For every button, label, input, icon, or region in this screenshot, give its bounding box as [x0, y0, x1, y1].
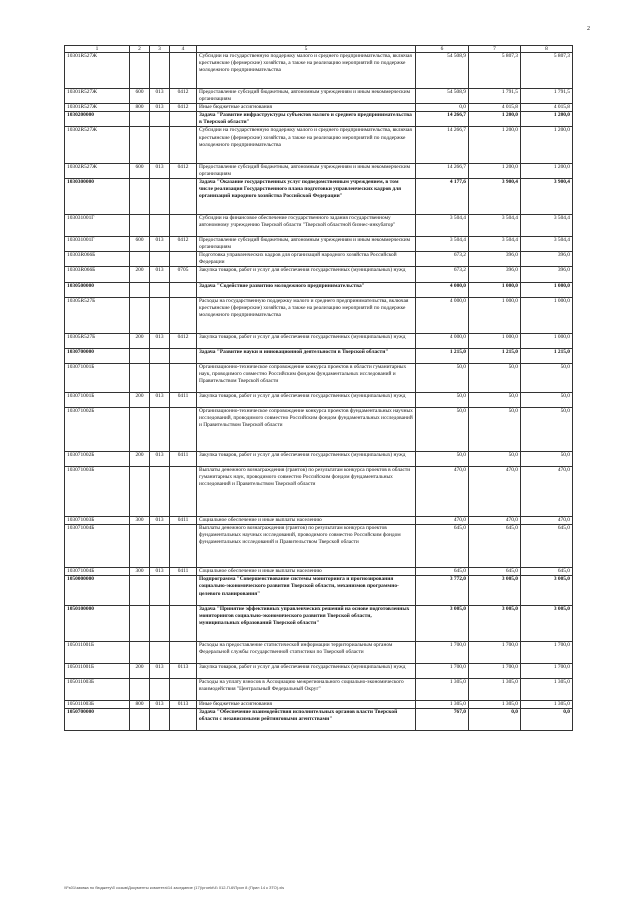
cell-rz: [170, 252, 197, 267]
cell-name: Организационно-техническое сопровождение конкурса проектов в области гуманитарных наук, проводимого совместно Российским фондом фундаментальных исследований и Правительством Тверской области: [197, 364, 416, 393]
cell-amount-1: 470,0: [416, 466, 469, 516]
cell-amount-2: 1 305,0: [469, 701, 521, 709]
table-row: [65, 267, 573, 282]
cell-rz: [170, 282, 197, 297]
cell-name: Закупка товаров, работ и услуг для обеспечения государственных (муниципальных) нужд: [197, 393, 416, 408]
cell-amount-2: 50,0: [469, 451, 521, 466]
cell-name: Задача "Принятие эффективных управленческих решений на основе подготовленных мониторингов социально-экономического развития Тверской области, муниципальных образований Тверской области": [197, 605, 416, 641]
cell-rz: [170, 679, 197, 701]
cell-kvr: 200: [130, 393, 150, 408]
cell-name: Выплаты денежного вознаграждения (грантов) по результатам конкурса проектов в области гуманитарных наук, проводимого совместно Российским фондом фундаментальных исследований и Правительством Тверской области: [197, 466, 416, 516]
cell-amount-2: 50,0: [469, 393, 521, 408]
cell-amount-2: 1 700,0: [469, 641, 521, 663]
cell-code: 1030700000: [65, 348, 130, 363]
table-row: [65, 701, 573, 709]
table-row: [65, 297, 573, 333]
cell-kvr: 800: [130, 701, 150, 709]
cell-amount-3: 470,0: [521, 466, 573, 516]
column-header: 7: [469, 46, 521, 53]
cell-amount-1: 50,0: [416, 364, 469, 393]
cell-code: 103071003Б: [65, 517, 130, 525]
cell-amount-2: 5 807,3: [469, 53, 521, 89]
cell-amount-2: 50,0: [469, 364, 521, 393]
cell-ved: [150, 127, 170, 163]
cell-code: 10303R066Б: [65, 267, 130, 282]
cell-ved: 013: [150, 701, 170, 709]
cell-amount-3: 3 900,4: [521, 178, 573, 214]
cell-ved: [150, 576, 170, 605]
cell-name: Предоставление субсидий бюджетным, автономным учреждениям и иным некоммерческим организациям: [197, 89, 416, 104]
cell-amount-1: 4 000,0: [416, 297, 469, 333]
table-row: [65, 127, 573, 163]
cell-name: Задача "Развитие науки и инновационной деятельности в Тверской области": [197, 348, 416, 363]
cell-rz: [170, 525, 197, 568]
cell-amount-1: 14 266,7: [416, 112, 469, 127]
cell-amount-3: 1 700,0: [521, 664, 573, 679]
table-row: [65, 348, 573, 363]
cell-amount-3: 1 200,0: [521, 112, 573, 127]
cell-amount-1: 50,0: [416, 393, 469, 408]
cell-amount-2: 1 305,0: [469, 679, 521, 701]
cell-ved: [150, 215, 170, 237]
cell-name: Подпрограмма "Совершенствование системы мониторинга и прогнозирования социально-экономического развития Тверской области, механизмов программно-целевого планирования": [197, 576, 416, 605]
cell-amount-1: 1 305,0: [416, 701, 469, 709]
column-header: 8: [521, 46, 573, 53]
cell-rz: 0113: [170, 701, 197, 709]
cell-amount-3: 4 015,8: [521, 104, 573, 112]
cell-amount-1: 50,0: [416, 451, 469, 466]
cell-kvr: 600: [130, 163, 150, 178]
cell-rz: [170, 466, 197, 516]
cell-amount-3: 1 200,0: [521, 127, 573, 163]
cell-amount-1: 3 504,4: [416, 237, 469, 252]
cell-kvr: [130, 252, 150, 267]
cell-name: Закупка товаров, работ и услуг для обеспечения государственных (муниципальных) нужд: [197, 451, 416, 466]
cell-code: 103071004Б: [65, 568, 130, 576]
cell-name: Иные бюджетные ассигнования: [197, 104, 416, 112]
table-row: [65, 163, 573, 178]
cell-amount-2: 1 791,5: [469, 89, 521, 104]
cell-amount-2: 396,0: [469, 267, 521, 282]
cell-kvr: 200: [130, 664, 150, 679]
cell-amount-2: 470,0: [469, 466, 521, 516]
cell-name: Закупка товаров, работ и услуг для обеспечения государственных (муниципальных) нужд: [197, 267, 416, 282]
cell-amount-3: 50,0: [521, 364, 573, 393]
cell-amount-1: 14 266,7: [416, 163, 469, 178]
cell-amount-2: 645,0: [469, 525, 521, 568]
table-row: [65, 517, 573, 525]
cell-rz: [170, 605, 197, 641]
cell-code: 10302R527Ж: [65, 163, 130, 178]
table-row: [65, 664, 573, 679]
table-row: [65, 576, 573, 605]
cell-amount-3: 1 791,5: [521, 89, 573, 104]
cell-code: 10301R527Ж: [65, 104, 130, 112]
cell-ved: [150, 709, 170, 731]
cell-rz: 0113: [170, 664, 197, 679]
cell-amount-1: 0,0: [416, 104, 469, 112]
cell-kvr: 200: [130, 333, 150, 348]
cell-kvr: 600: [130, 237, 150, 252]
cell-code: 103071001Б: [65, 364, 130, 393]
cell-amount-1: 3 504,4: [416, 215, 469, 237]
table-row: [65, 178, 573, 214]
cell-code: 1050100000: [65, 605, 130, 641]
cell-amount-1: 54 508,9: [416, 89, 469, 104]
cell-code: 1030200000: [65, 112, 130, 127]
cell-amount-1: 673,2: [416, 267, 469, 282]
cell-amount-2: 1 000,0: [469, 297, 521, 333]
cell-amount-3: 470,0: [521, 517, 573, 525]
cell-name: Задача "Оказание государственных услуг подведомственным учреждением, в том числе реализация Государственного плана подготовки управленческих кадров для организаций народного хозяйства Российской Федерации": [197, 178, 416, 214]
cell-code: 103071004Б: [65, 525, 130, 568]
cell-rz: 0412: [170, 104, 197, 112]
cell-code: 103071002Б: [65, 408, 130, 451]
cell-ved: 013: [150, 568, 170, 576]
cell-kvr: [130, 408, 150, 451]
cell-kvr: 800: [130, 104, 150, 112]
cell-rz: 0411: [170, 393, 197, 408]
cell-amount-3: 1 000,0: [521, 333, 573, 348]
cell-code: 103071001Б: [65, 393, 130, 408]
cell-ved: 013: [150, 333, 170, 348]
cell-code: 1030500000: [65, 282, 130, 297]
cell-amount-3: 50,0: [521, 393, 573, 408]
cell-amount-1: 14 266,7: [416, 127, 469, 163]
cell-amount-2: 3 504,4: [469, 237, 521, 252]
cell-ved: [150, 282, 170, 297]
cell-rz: 0411: [170, 451, 197, 466]
cell-ved: [150, 252, 170, 267]
cell-kvr: [130, 53, 150, 89]
cell-amount-2: 470,0: [469, 517, 521, 525]
cell-name: Задача "Развитие инфраструктуры субъектов малого и среднего предпринимательства в Тверской области": [197, 112, 416, 127]
cell-ved: 013: [150, 104, 170, 112]
cell-amount-1: 3 005,0: [416, 605, 469, 641]
table-row: [65, 709, 573, 731]
cell-kvr: 600: [130, 89, 150, 104]
cell-amount-3: 1 200,0: [521, 163, 573, 178]
cell-kvr: [130, 215, 150, 237]
cell-kvr: [130, 127, 150, 163]
cell-name: Социальное обеспечение и иные выплаты населению: [197, 517, 416, 525]
cell-amount-3: 3 005,0: [521, 605, 573, 641]
cell-name: Расходы на уплату взносов в Ассоциацию межрегионального социально-экономического взаимодействия "Центральный Федеральный Округ": [197, 679, 416, 701]
cell-rz: 0412: [170, 333, 197, 348]
cell-rz: [170, 297, 197, 333]
cell-name: Предоставление субсидий бюджетным, автономным учреждениям и иным некоммерческим организациям: [197, 237, 416, 252]
cell-code: 103071002Б: [65, 451, 130, 466]
cell-amount-2: 3 504,4: [469, 215, 521, 237]
cell-amount-2: 1 000,0: [469, 333, 521, 348]
cell-code: 1050700000: [65, 709, 130, 731]
cell-rz: 0411: [170, 568, 197, 576]
cell-amount-1: 54 508,9: [416, 53, 469, 89]
cell-amount-2: 1 200,0: [469, 112, 521, 127]
cell-code: 103071003Б: [65, 466, 130, 516]
cell-kvr: [130, 364, 150, 393]
cell-amount-3: 3 504,4: [521, 237, 573, 252]
cell-ved: [150, 364, 170, 393]
table-row: [65, 112, 573, 127]
cell-kvr: [130, 576, 150, 605]
cell-name: Закупка товаров, работ и услуг для обеспечения государственных (муниципальных) нужд: [197, 333, 416, 348]
cell-rz: [170, 112, 197, 127]
cell-ved: 013: [150, 517, 170, 525]
cell-amount-1: 645,0: [416, 568, 469, 576]
cell-name: Подготовка управленческих кадров для организаций народного хозяйства Российской Федерации: [197, 252, 416, 267]
budget-table: [64, 45, 573, 731]
cell-ved: [150, 53, 170, 89]
cell-ved: [150, 297, 170, 333]
cell-code: 10305R527Б: [65, 333, 130, 348]
column-header: 4: [170, 46, 197, 53]
cell-code: 105011001Б: [65, 641, 130, 663]
cell-code: 10302R527Ж: [65, 127, 130, 163]
cell-rz: [170, 215, 197, 237]
cell-kvr: [130, 112, 150, 127]
column-header: 2: [130, 46, 150, 53]
cell-code: 105011001Б: [65, 664, 130, 679]
cell-rz: [170, 178, 197, 214]
cell-amount-3: 1 305,0: [521, 679, 573, 701]
cell-ved: [150, 348, 170, 363]
cell-ved: 013: [150, 451, 170, 466]
table-row: [65, 333, 573, 348]
cell-amount-1: 470,0: [416, 517, 469, 525]
cell-amount-3: 396,0: [521, 252, 573, 267]
cell-amount-3: 1 215,0: [521, 348, 573, 363]
cell-name: Иные бюджетные ассигнования: [197, 701, 416, 709]
table-row: [65, 89, 573, 104]
cell-code: 1030300000: [65, 178, 130, 214]
cell-amount-2: 1 215,0: [469, 348, 521, 363]
cell-code: 10301R527Ж: [65, 89, 130, 104]
cell-code: 103031001Г: [65, 215, 130, 237]
cell-amount-2: 3 900,4: [469, 178, 521, 214]
cell-amount-1: 645,0: [416, 525, 469, 568]
cell-kvr: 200: [130, 451, 150, 466]
cell-ved: 013: [150, 89, 170, 104]
table-row: [65, 237, 573, 252]
cell-ved: [150, 112, 170, 127]
cell-kvr: [130, 605, 150, 641]
cell-code: 105011003Б: [65, 701, 130, 709]
cell-rz: [170, 364, 197, 393]
cell-name: Расходы на предоставление статистической информации территориальным органом Федеральной службы государственной статистики по Тверской области: [197, 641, 416, 663]
cell-amount-2: 4 015,8: [469, 104, 521, 112]
table-row: [65, 215, 573, 237]
cell-amount-3: 1 000,0: [521, 282, 573, 297]
cell-amount-1: 4 177,6: [416, 178, 469, 214]
table-row: [65, 104, 573, 112]
file-path-footer: \\Fs01\заявка по бюджету\б созыв\Документы комитета\14 заседание (17)\proekt\4\ 012-П-6\Прил 8 (Прил 14 к ЗТО).xls: [64, 885, 285, 890]
cell-rz: [170, 709, 197, 731]
cell-code: 10305R527Б: [65, 297, 130, 333]
cell-rz: 0411: [170, 517, 197, 525]
cell-amount-1: 1 700,0: [416, 641, 469, 663]
cell-amount-1: 1 700,0: [416, 664, 469, 679]
cell-amount-3: 0,0: [521, 709, 573, 731]
cell-amount-3: 1 000,0: [521, 297, 573, 333]
cell-kvr: [130, 709, 150, 731]
cell-amount-3: 396,0: [521, 267, 573, 282]
cell-amount-2: 1 200,0: [469, 127, 521, 163]
cell-rz: 0412: [170, 237, 197, 252]
column-header: 3: [150, 46, 170, 53]
cell-name: Задача "Содействие развитию молодежного предпринимательства": [197, 282, 416, 297]
cell-amount-2: 1 200,0: [469, 163, 521, 178]
cell-ved: 013: [150, 664, 170, 679]
cell-amount-2: 645,0: [469, 568, 521, 576]
cell-ved: [150, 466, 170, 516]
cell-name: Закупка товаров, работ и услуг для обеспечения государственных (муниципальных) нужд: [197, 664, 416, 679]
cell-kvr: 300: [130, 568, 150, 576]
cell-kvr: [130, 466, 150, 516]
cell-amount-3: 3 005,0: [521, 576, 573, 605]
table-row: [65, 641, 573, 663]
cell-name: Расходы на государственную поддержку малого и среднего предпринимательства, включая крестьянские (фермерские) хозяйства, а также на реализацию мероприятий по поддержке молодежного предпринимательства: [197, 297, 416, 333]
cell-amount-3: 50,0: [521, 408, 573, 451]
cell-kvr: [130, 348, 150, 363]
cell-amount-3: 50,0: [521, 451, 573, 466]
cell-amount-3: 645,0: [521, 525, 573, 568]
cell-code: 10303R066Б: [65, 252, 130, 267]
cell-ved: [150, 525, 170, 568]
cell-amount-3: 3 504,4: [521, 215, 573, 237]
table-row: [65, 252, 573, 267]
cell-rz: [170, 348, 197, 363]
cell-rz: [170, 127, 197, 163]
table-row: [65, 451, 573, 466]
table-row: [65, 525, 573, 568]
cell-kvr: [130, 679, 150, 701]
cell-amount-2: 0,0: [469, 709, 521, 731]
cell-code: 105011003Б: [65, 679, 130, 701]
cell-ved: [150, 679, 170, 701]
cell-code: 103031001Г: [65, 237, 130, 252]
cell-kvr: [130, 525, 150, 568]
table-row: [65, 364, 573, 393]
table-row: [65, 408, 573, 451]
cell-code: 1050000000: [65, 576, 130, 605]
cell-rz: [170, 576, 197, 605]
cell-kvr: 300: [130, 517, 150, 525]
cell-kvr: 200: [130, 267, 150, 282]
table-row: [65, 393, 573, 408]
cell-amount-1: 1 215,0: [416, 348, 469, 363]
cell-amount-2: 50,0: [469, 408, 521, 451]
cell-amount-2: 3 005,0: [469, 605, 521, 641]
cell-ved: [150, 641, 170, 663]
cell-amount-1: 3 772,0: [416, 576, 469, 605]
cell-name: Предоставление субсидий бюджетным, автономным учреждениям и иным некоммерческим организациям: [197, 163, 416, 178]
cell-ved: [150, 605, 170, 641]
cell-amount-2: 3 005,0: [469, 576, 521, 605]
cell-rz: [170, 641, 197, 663]
cell-amount-2: 1 000,0: [469, 282, 521, 297]
cell-kvr: [130, 297, 150, 333]
cell-ved: 013: [150, 237, 170, 252]
cell-name: Организационно-техническое сопровождение конкурса проектов фундаментальных научных исследований, проводимого совместно Российским фондом фундаментальных исследований и Правительством Тверской области: [197, 408, 416, 451]
column-header: 6: [416, 46, 469, 53]
cell-rz: 0412: [170, 163, 197, 178]
cell-amount-1: 673,2: [416, 252, 469, 267]
cell-ved: 013: [150, 393, 170, 408]
cell-rz: 0705: [170, 267, 197, 282]
cell-kvr: [130, 178, 150, 214]
cell-name: Социальное обеспечение и иные выплаты населению: [197, 568, 416, 576]
cell-name: Задача "Обеспечение взаимодействия исполнительных органов власти Тверской области с независимыми рейтинговыми агентствами": [197, 709, 416, 731]
column-header: 5: [197, 46, 416, 53]
table-row: [65, 605, 573, 641]
cell-amount-1: 4 000,0: [416, 333, 469, 348]
cell-amount-3: 5 807,3: [521, 53, 573, 89]
cell-name: Субсидии на финансовое обеспечение государственного задания государственному автономному учреждению Тверской области "Тверской областной бизнес-инкубатор": [197, 215, 416, 237]
cell-ved: [150, 408, 170, 451]
cell-ved: 013: [150, 267, 170, 282]
table-row: [65, 53, 573, 89]
table-row: [65, 679, 573, 701]
cell-amount-3: 645,0: [521, 568, 573, 576]
cell-name: Субсидии на государственную поддержку малого и среднего предпринимательства, включая крестьянские (фермерские) хозяйства, а также на реализацию мероприятий по поддержке молодежного предпринимательства: [197, 53, 416, 89]
cell-ved: [150, 178, 170, 214]
cell-rz: 0412: [170, 89, 197, 104]
cell-amount-1: 767,0: [416, 709, 469, 731]
page-number: 2: [587, 26, 590, 32]
column-header: 1: [65, 46, 130, 53]
table-row: [65, 568, 573, 576]
table-row: [65, 282, 573, 297]
cell-rz: [170, 53, 197, 89]
cell-rz: [170, 408, 197, 451]
cell-amount-1: 1 305,0: [416, 679, 469, 701]
cell-amount-2: 396,0: [469, 252, 521, 267]
cell-amount-2: 1 700,0: [469, 664, 521, 679]
table-row: [65, 466, 573, 516]
cell-amount-1: 4 000,0: [416, 282, 469, 297]
cell-name: Субсидии на государственную поддержку малого и среднего предпринимательства, включая крестьянские (фермерские) хозяйства, а также на реализацию мероприятий по поддержке молодежного предпринимательства: [197, 127, 416, 163]
cell-name: Выплаты денежного вознаграждения (грантов) по результатам конкурса проектов фундаментальных научных исследований, проводимого совместно Российским фондом фундаментальных исследований и Правительством Тверской области: [197, 525, 416, 568]
cell-amount-3: 1 700,0: [521, 641, 573, 663]
cell-code: 10301R527Ж: [65, 53, 130, 89]
cell-ved: 013: [150, 163, 170, 178]
column-header-row: [65, 46, 573, 53]
cell-amount-1: 50,0: [416, 408, 469, 451]
cell-kvr: [130, 282, 150, 297]
cell-amount-3: 1 305,0: [521, 701, 573, 709]
cell-kvr: [130, 641, 150, 663]
